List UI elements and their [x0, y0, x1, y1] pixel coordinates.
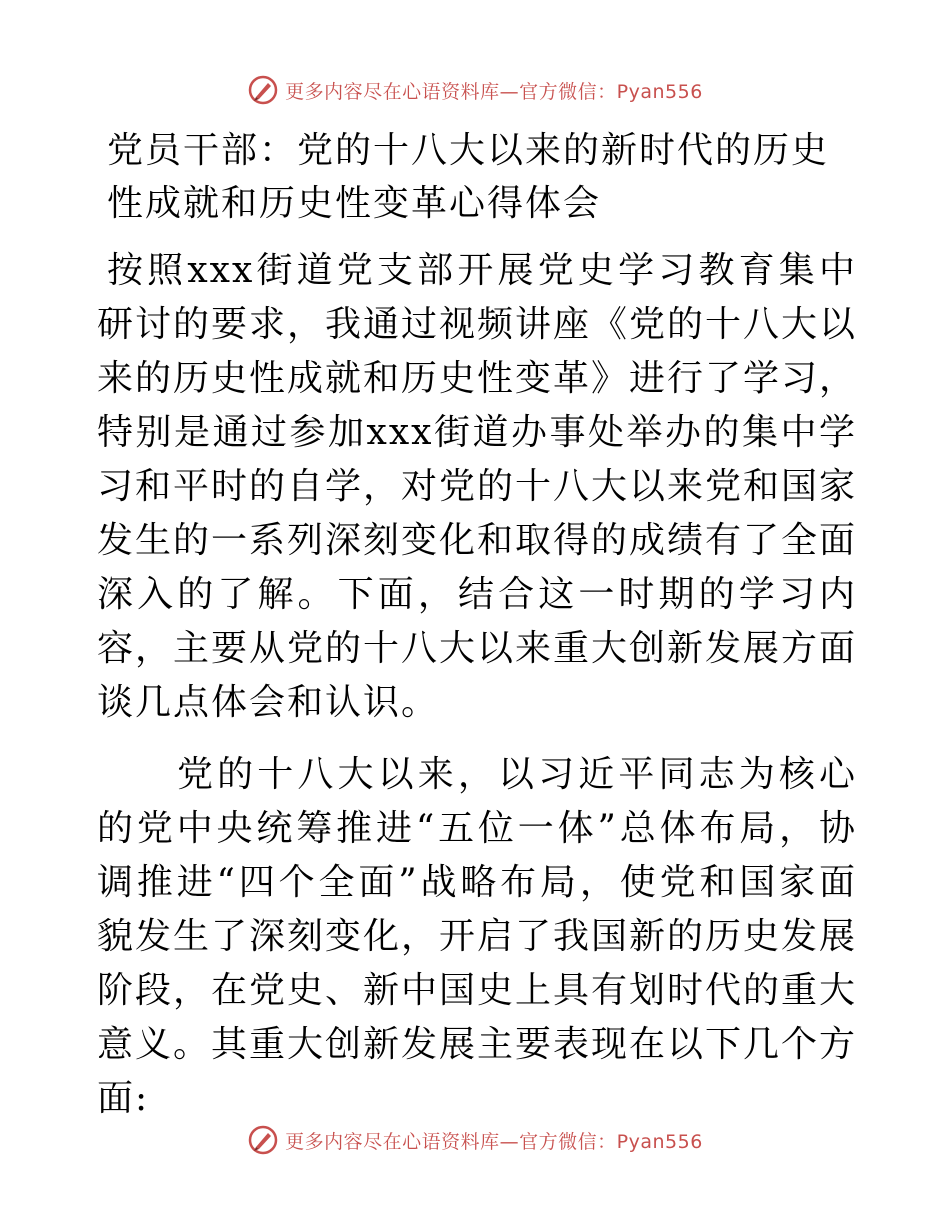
footer-watermark — [0, 1120, 950, 1160]
pen-logo-icon — [247, 1124, 279, 1156]
pen-logo-icon — [247, 74, 279, 106]
paragraph-main: 党的十八大以来，以习近平同志为核心的党中央统筹推进“五位一体”总体布局，协调推进“四个全面”战略布局，使党和国家面貌发生了深刻变化，开启了我国新的历史发展阶段，在党史、新中国史上具有划时代的重大意义。其重大创新发展主要表现在以下几个方面: — [97, 754, 858, 1119]
header-watermark — [0, 70, 950, 110]
document-title: 党员干部：党的十八大以来的新时代的历史性成就和历史性变革心得体会 — [107, 130, 830, 224]
paragraph-intro: 按照xxx街道党支部开展党史学习教育集中研讨的要求，我通过视频讲座《党的十八大以来的历史性成就和历史性变革》进行了学习，特别是通过参加xxx街道办事处举办的集中学习和平时的自学，对党的十八大以来党和国家发生的一系列深刻变化和取得的成绩有了全面深入的了解。下面，结合这一时期的学习内容，主要从党的十八大以来重大创新发展方面谈几点体会和认识。 — [97, 250, 858, 723]
document-body — [97, 124, 857, 1144]
header-watermark-text: 更多内容尽在心语资料库—官方微信：Pyan556 — [285, 80, 703, 103]
footer-watermark-text: 更多内容尽在心语资料库—官方微信：Pyan556 — [285, 1130, 703, 1153]
